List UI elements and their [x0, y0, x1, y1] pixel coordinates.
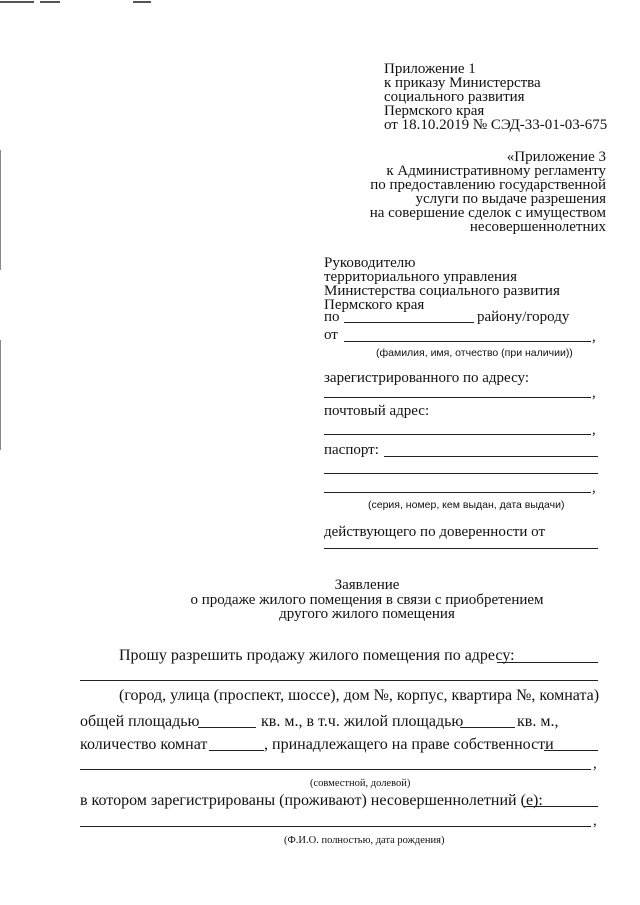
addressee-line4: Пермского края	[324, 297, 425, 313]
from-label: от	[324, 327, 338, 343]
ownership-field-1[interactable]	[544, 750, 598, 751]
ownership-comma: ,	[593, 756, 597, 772]
living-area-unit: кв. м.,	[517, 713, 559, 730]
total-area-label: общей площадью	[80, 713, 200, 730]
appendix3-line1: «Приложение 3	[506, 149, 606, 165]
appendix3-line5: на совершение сделок с имуществом	[369, 205, 606, 221]
from-name-field[interactable]	[344, 341, 591, 342]
postal-label: почтовый адрес:	[324, 403, 430, 419]
passport-comma: ,	[592, 480, 596, 496]
property-address-field-1[interactable]	[497, 662, 598, 663]
addressee-line2: территориального управления	[324, 269, 517, 285]
address-hint: (город, улица (проспект, шоссе), дом №, корпус, квартира №, комната)	[119, 687, 600, 704]
registered-address-field[interactable]	[324, 397, 591, 398]
addressee-line1: Руководителю	[324, 255, 416, 271]
total-area-field[interactable]	[198, 727, 256, 728]
passport-label: паспорт:	[324, 442, 379, 458]
appendix3-line2: к Административному регламенту	[386, 163, 606, 179]
district-label: по	[324, 309, 340, 325]
district-field[interactable]	[344, 322, 474, 323]
addressee-line3: Министерства социального развития	[324, 283, 560, 299]
district-suffix: району/городу	[477, 309, 570, 325]
ownership-label: , принадлежащего на праве собственности	[264, 736, 554, 753]
living-area-field[interactable]	[460, 727, 515, 728]
proxy-field[interactable]	[324, 548, 598, 549]
request-text: Прошу разрешить продажу жилого помещения по адресу:	[119, 647, 515, 664]
proxy-label: действующего по доверенности от	[324, 524, 546, 540]
minors-field-1[interactable]	[524, 806, 598, 807]
appendix1-line5: от 18.10.2019 № СЭД-33-01-03-675	[384, 117, 608, 133]
minors-label: в котором зарегистрированы (проживают) несовершеннолетний (е):	[80, 792, 543, 809]
appendix1-line4: Пермского края	[384, 103, 485, 119]
title-line2: о продаже жилого помещения в связи с приобретением	[190, 592, 544, 608]
scan-mark	[40, 1, 60, 3]
registered-comma: ,	[592, 385, 596, 401]
title-line1: Заявление	[334, 577, 400, 593]
title-line3: другого жилого помещения	[279, 606, 455, 622]
scan-edge	[0, 150, 1, 270]
from-comma: ,	[592, 329, 596, 345]
scan-edge	[0, 340, 1, 450]
rooms-label: количество комнат	[80, 736, 208, 753]
property-address-field-2[interactable]	[80, 680, 598, 681]
living-area-label: кв. м., в т.ч. жилой площадью	[261, 713, 464, 730]
ownership-field-2[interactable]	[80, 769, 591, 770]
passport-field-3[interactable]	[324, 492, 591, 493]
appendix3-line6: несовершеннолетних	[469, 219, 606, 235]
passport-field-1[interactable]	[384, 456, 598, 457]
ownership-hint: (совместной, долевой)	[310, 778, 411, 789]
appendix1-line1: Приложение 1	[384, 61, 476, 77]
postal-comma: ,	[592, 422, 596, 438]
rooms-field[interactable]	[209, 750, 264, 751]
registered-label: зарегистрированного по адресу:	[324, 370, 529, 386]
scan-mark	[0, 1, 34, 3]
minors-field-2[interactable]	[80, 826, 591, 827]
minors-comma: ,	[593, 813, 597, 829]
appendix3-line4: услуги по выдаче разрешения	[415, 191, 606, 207]
appendix1-line3: социального развития	[384, 89, 525, 105]
name-hint: (фамилия, имя, отчество (при наличии))	[376, 347, 573, 359]
postal-address-field[interactable]	[324, 434, 591, 435]
passport-field-2[interactable]	[324, 473, 598, 474]
scan-mark	[133, 1, 151, 3]
passport-hint: (серия, номер, кем выдан, дата выдачи)	[368, 499, 565, 511]
appendix3-line3: по предоставлению государственной	[370, 177, 606, 193]
appendix1-line2: к приказу Министерства	[384, 75, 541, 91]
minors-hint: (Ф.И.О. полностью, дата рождения)	[284, 835, 445, 846]
